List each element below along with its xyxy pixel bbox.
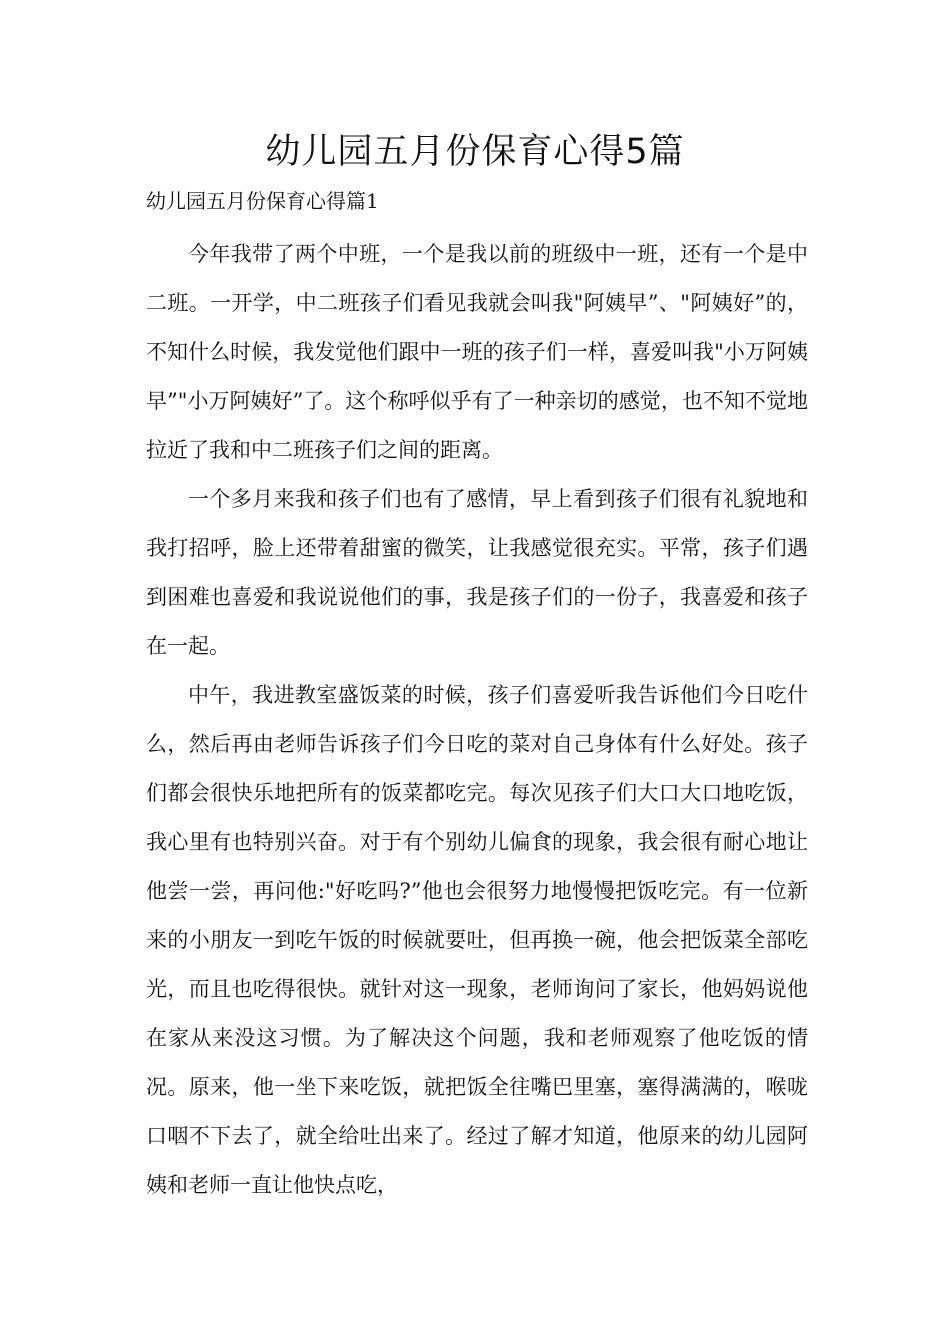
paragraph-2: 一个多月来我和孩子们也有了感情，早上看到孩子们很有礼貌地和我打招呼，脸上还带着甜蜜的微笑，让我感觉很充实。平常，孩子们遇到困难也喜爱和我说说他们的事，我是孩子们的一份子，我喜爱和孩子在一起。 <box>146 487 808 658</box>
paragraph-1: 今年我带了两个中班，一个是我以前的班级中一班，还有一个是中二班。一开学，中二班孩子们看见我就会叫我"阿姨早”、"阿姨好”的，不知什么时候，我发觉他们跟中一班的孩子们一样，喜爱叫我"小万阿姨早”"小万阿姨好”了。这个称呼似乎有了一种亲切的感觉，也不知不觉地拉近了我和中二班孩子们之间的距离。 <box>146 242 808 462</box>
document-title: 幼儿园五月份保育心得5篇 <box>265 132 685 172</box>
document-body <box>146 230 808 1210</box>
section-heading: 幼儿园五月份保育心得篇1 <box>146 189 379 213</box>
paragraph-3: 中午，我进教室盛饭菜的时候，孩子们喜爱听我告诉他们今日吃什么，然后再由老师告诉孩子们今日吃的菜对自己身体有什么好处。孩子们都会很快乐地把所有的饭菜都吃完。每次见孩子们大口大口地吃饭，我心里有也特别兴奋。对于有个别幼儿偏食的现象，我会很有耐心地让他尝一尝，再问他:"好吃吗?”他也会很努力地慢慢把饭吃完。有一位新来的小朋友一到吃午饭的时候就要吐，但再换一碗，他会把饭菜全部吃光，而且也吃得很快。就针对这一现象，老师询问了家长，他妈妈说他在家从来没这习惯。为了解决这个问题，我和老师观察了他吃饭的情况。原来，他一坐下来吃饭，就把饭全往嘴巴里塞，塞得满满的，喉咙口咽不下去了，就全给吐出来了。经过了解才知道，他原来的幼儿园阿姨和老师一直让他快点吃， <box>146 683 808 1197</box>
